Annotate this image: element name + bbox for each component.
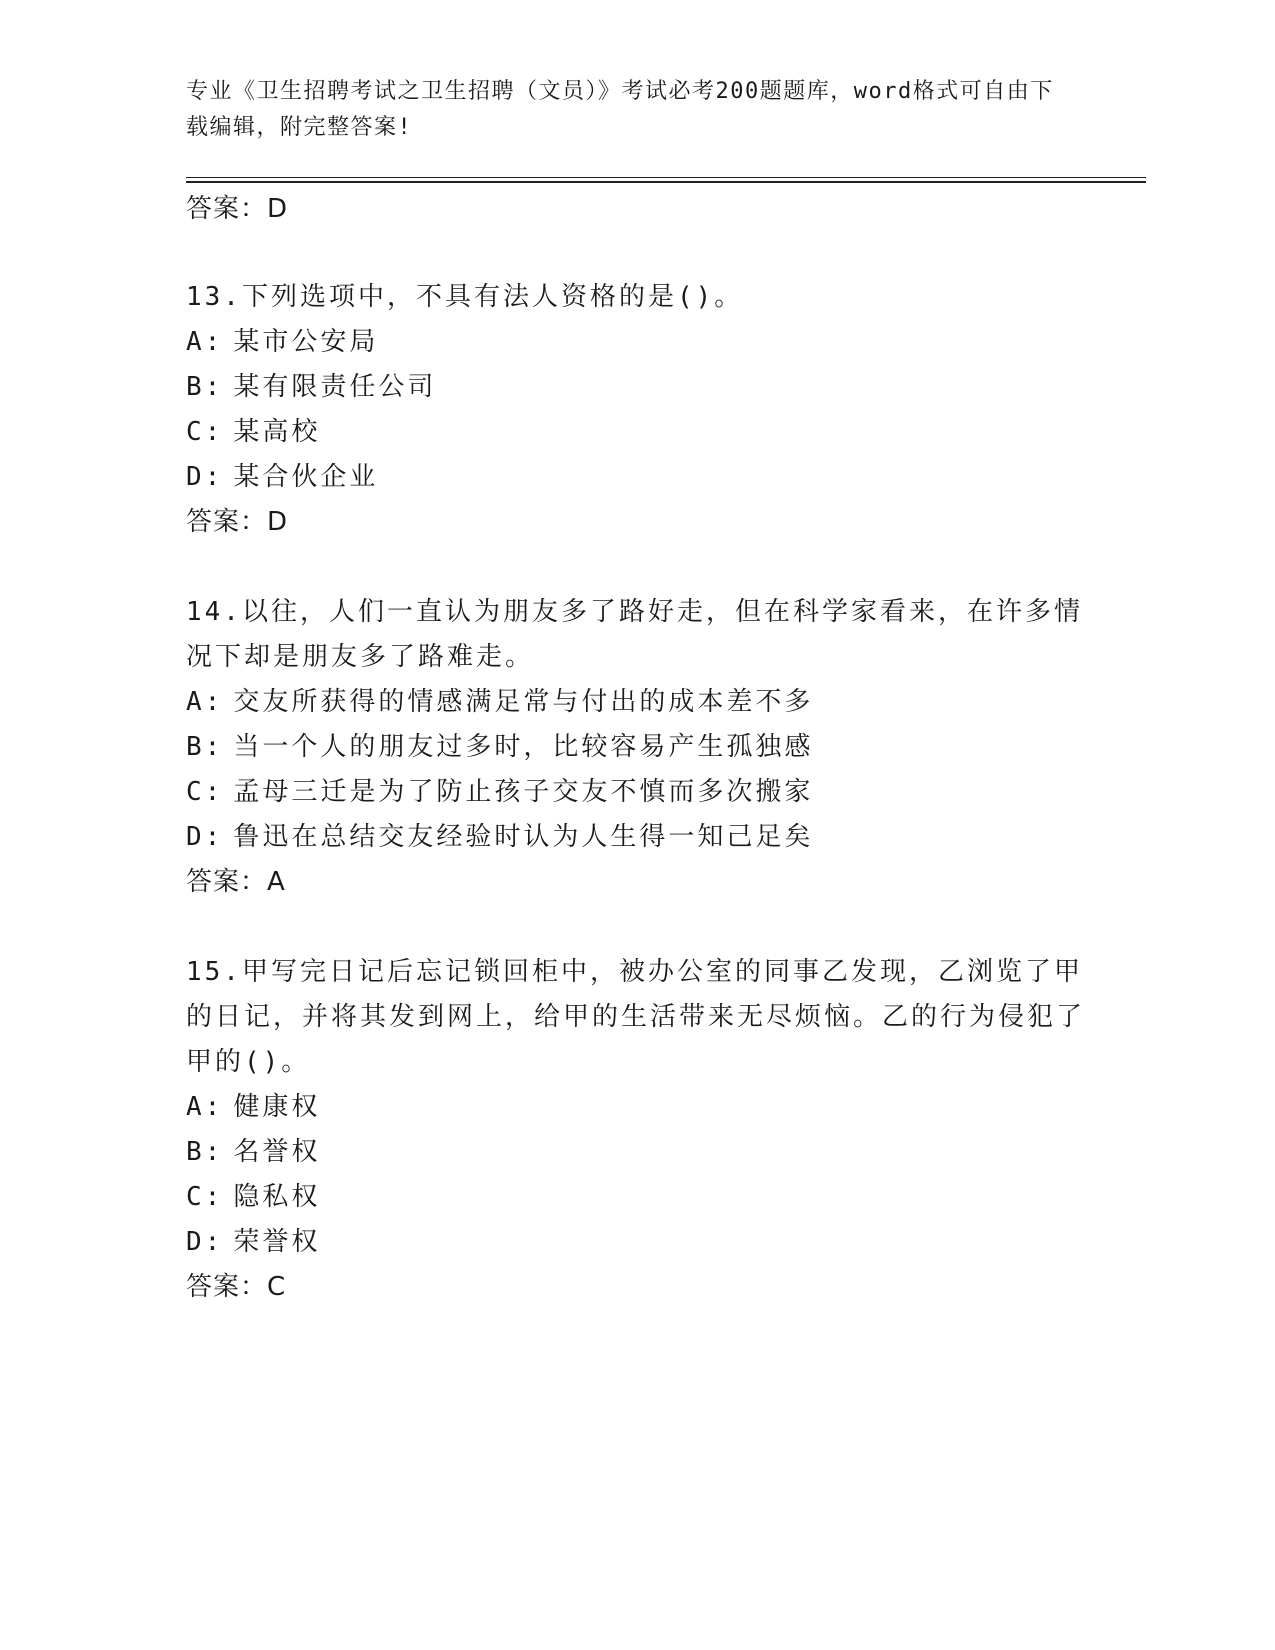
- question-text: 甲写完日记后忘记锁回柜中，被办公室的同事乙发现，乙浏览了甲的日记，并将其发到网上，给甲的生活带来无尽烦恼。乙的行为侵犯了甲的()。: [186, 957, 1086, 1077]
- question-15: [186, 950, 1086, 1309]
- option-key: C:: [186, 417, 224, 447]
- option-text: 荣誉权: [233, 1227, 321, 1257]
- answer-line: [186, 500, 1086, 544]
- option-key: B:: [186, 732, 224, 762]
- option-text: 某高校: [233, 417, 321, 447]
- question-14: [186, 590, 1086, 904]
- option-c: [186, 770, 1086, 815]
- question-number: 14.: [186, 597, 242, 627]
- answer-label: 答案：: [186, 507, 268, 537]
- option-text: 某合伙企业: [233, 462, 379, 492]
- question-number: 15.: [186, 957, 242, 987]
- question-stem: [186, 950, 1086, 1085]
- question-stem: [186, 590, 1086, 680]
- answer-line: [186, 1265, 1086, 1309]
- header-divider-thick: [186, 181, 1146, 183]
- answer-label: 答案：: [186, 1272, 268, 1302]
- option-a: [186, 320, 1086, 365]
- option-a: [186, 1085, 1086, 1130]
- answer-value: C: [267, 1272, 287, 1302]
- header-divider-thin: [186, 177, 1146, 178]
- option-text: 孟母三迁是为了防止孩子交友不慎而多次搬家: [233, 777, 814, 807]
- option-b: [186, 1130, 1086, 1175]
- option-key: A:: [186, 687, 224, 717]
- answer-value: A: [267, 867, 286, 897]
- answer-value: D: [267, 507, 289, 537]
- document-header: 专业《卫生招聘考试之卫生招聘（文员）》考试必考200题题库，word格式可自由下载编辑，附完整答案!: [186, 79, 1054, 140]
- question-text: 以往，人们一直认为朋友多了路好走，但在科学家看来，在许多情况下却是朋友多了路难走。: [186, 597, 1083, 672]
- question-stem: [186, 275, 1086, 320]
- option-key: D:: [186, 1227, 224, 1257]
- option-key: A:: [186, 1092, 224, 1122]
- answer-value: D: [267, 194, 289, 224]
- option-b: [186, 365, 1086, 410]
- question-text: 下列选项中，不具有法人资格的是()。: [241, 282, 744, 312]
- option-text: 鲁迅在总结交友经验时认为人生得一知己足矣: [233, 822, 814, 852]
- option-key: D:: [186, 822, 224, 852]
- option-c: [186, 410, 1086, 455]
- option-d: [186, 1220, 1086, 1265]
- option-key: B:: [186, 372, 224, 402]
- option-key: D:: [186, 462, 224, 492]
- option-key: C:: [186, 777, 224, 807]
- option-text: 名誉权: [233, 1137, 321, 1167]
- option-c: [186, 1175, 1086, 1220]
- option-text: 某市公安局: [233, 327, 379, 357]
- option-text: 隐私权: [233, 1182, 321, 1212]
- question-13: [186, 275, 1086, 544]
- option-a: [186, 680, 1086, 725]
- answer-label: 答案：: [186, 194, 268, 224]
- question-number: 13.: [186, 282, 242, 312]
- answer-label: 答案：: [186, 867, 268, 897]
- option-text: 健康权: [233, 1092, 321, 1122]
- option-b: [186, 725, 1086, 770]
- option-key: B:: [186, 1137, 224, 1167]
- answer-line: [186, 187, 1086, 231]
- option-d: [186, 455, 1086, 500]
- option-key: C:: [186, 1182, 224, 1212]
- option-text: 当一个人的朋友过多时，比较容易产生孤独感: [233, 732, 814, 762]
- answer-line: [186, 860, 1086, 904]
- option-key: A:: [186, 327, 224, 357]
- option-text: 某有限责任公司: [233, 372, 437, 402]
- option-text: 交友所获得的情感满足常与付出的成本差不多: [233, 687, 814, 717]
- option-d: [186, 815, 1086, 860]
